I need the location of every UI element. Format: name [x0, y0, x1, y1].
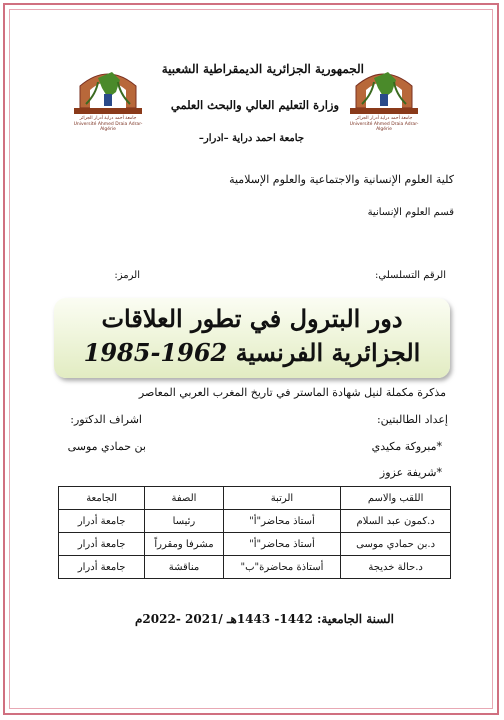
university-name: جامعة احمد دراية –ادرار– [198, 133, 304, 144]
table-cell: رئيسا [145, 510, 223, 533]
table-header-cell: الصفة [145, 487, 223, 510]
supervisor-label: اشراف الدكتور: [70, 413, 142, 426]
thesis-title-box [54, 298, 450, 378]
ministry-title: وزارة التعليم العالي والبحث العلمي [170, 98, 339, 112]
table-row [59, 533, 451, 556]
student-name-1: *مبروكة مكيدي [371, 440, 442, 453]
table-cell: د.بن حمادي موسى [341, 533, 451, 556]
logo-caption-ar: جامعة أحمد دراية أدرار الجزائر [355, 116, 413, 121]
logo-caption-fr: Université Ahmed Draia Adrar- Algérie [73, 122, 143, 132]
university-seal-icon [68, 58, 148, 118]
republic-title: الجمهورية الجزائرية الديمقراطية الشعبية [161, 62, 364, 76]
table-cell: أستاذ محاضر"أ" [223, 510, 341, 533]
table-header-cell: الجامعة [59, 487, 145, 510]
memo-description: مذكرة مكملة لنيل شهادة الماستر في تاريخ المغرب العربي المعاصر [138, 386, 446, 399]
logo-caption-ar: جامعة أحمد دراية أدرار الجزائر [79, 116, 137, 121]
table-cell: جامعة أدرار [59, 510, 145, 533]
prepared-by-label: إعداد الطالبتين: [376, 413, 448, 426]
thesis-title-line1: دور البترول في تطور العلاقات [101, 304, 403, 333]
table-header-cell: اللقب والاسم [341, 487, 451, 510]
table-cell: جامعة أدرار [59, 533, 145, 556]
academic-year: السنة الجامعية: 1442- 1443هـ /2021 -2022م [134, 612, 394, 626]
supervisor-name: بن حمادي موسى [67, 440, 146, 453]
university-logo-left [68, 58, 148, 132]
student-name-2: *شريفة عزوز [379, 466, 442, 479]
serial-number-label: الرقم التسلسلي: [375, 270, 446, 281]
table-row [59, 510, 451, 533]
thesis-title-years: 1962-1985 [83, 338, 228, 367]
table-cell: د.حالة خديجة [341, 556, 451, 579]
table-cell: جامعة أدرار [59, 556, 145, 579]
table-row [59, 556, 451, 579]
table-cell: مشرفا ومقرراً [145, 533, 223, 556]
table-cell: د.كمون عبد السلام [341, 510, 451, 533]
logo-caption-fr: Université Ahmed Draia Adrar- Algérie [349, 122, 419, 132]
department-name: قسم العلوم الإنسانية [367, 207, 454, 218]
thesis-title-line2 [54, 338, 450, 367]
table-cell: أستاذة محاضرة"ب" [223, 556, 341, 579]
table-header-row [59, 487, 451, 510]
thesis-title-line2-text: الجزائرية الفرنسية [227, 338, 421, 367]
table-cell: مناقشة [145, 556, 223, 579]
code-label: الرمز: [114, 270, 140, 281]
jury-table [58, 486, 451, 579]
table-header-cell: الرتبة [223, 487, 341, 510]
faculty-name: كلية العلوم الإنسانية والاجتماعية والعلوم الإسلامية [229, 173, 454, 186]
table-cell: أستاذ محاضر"أ" [223, 533, 341, 556]
